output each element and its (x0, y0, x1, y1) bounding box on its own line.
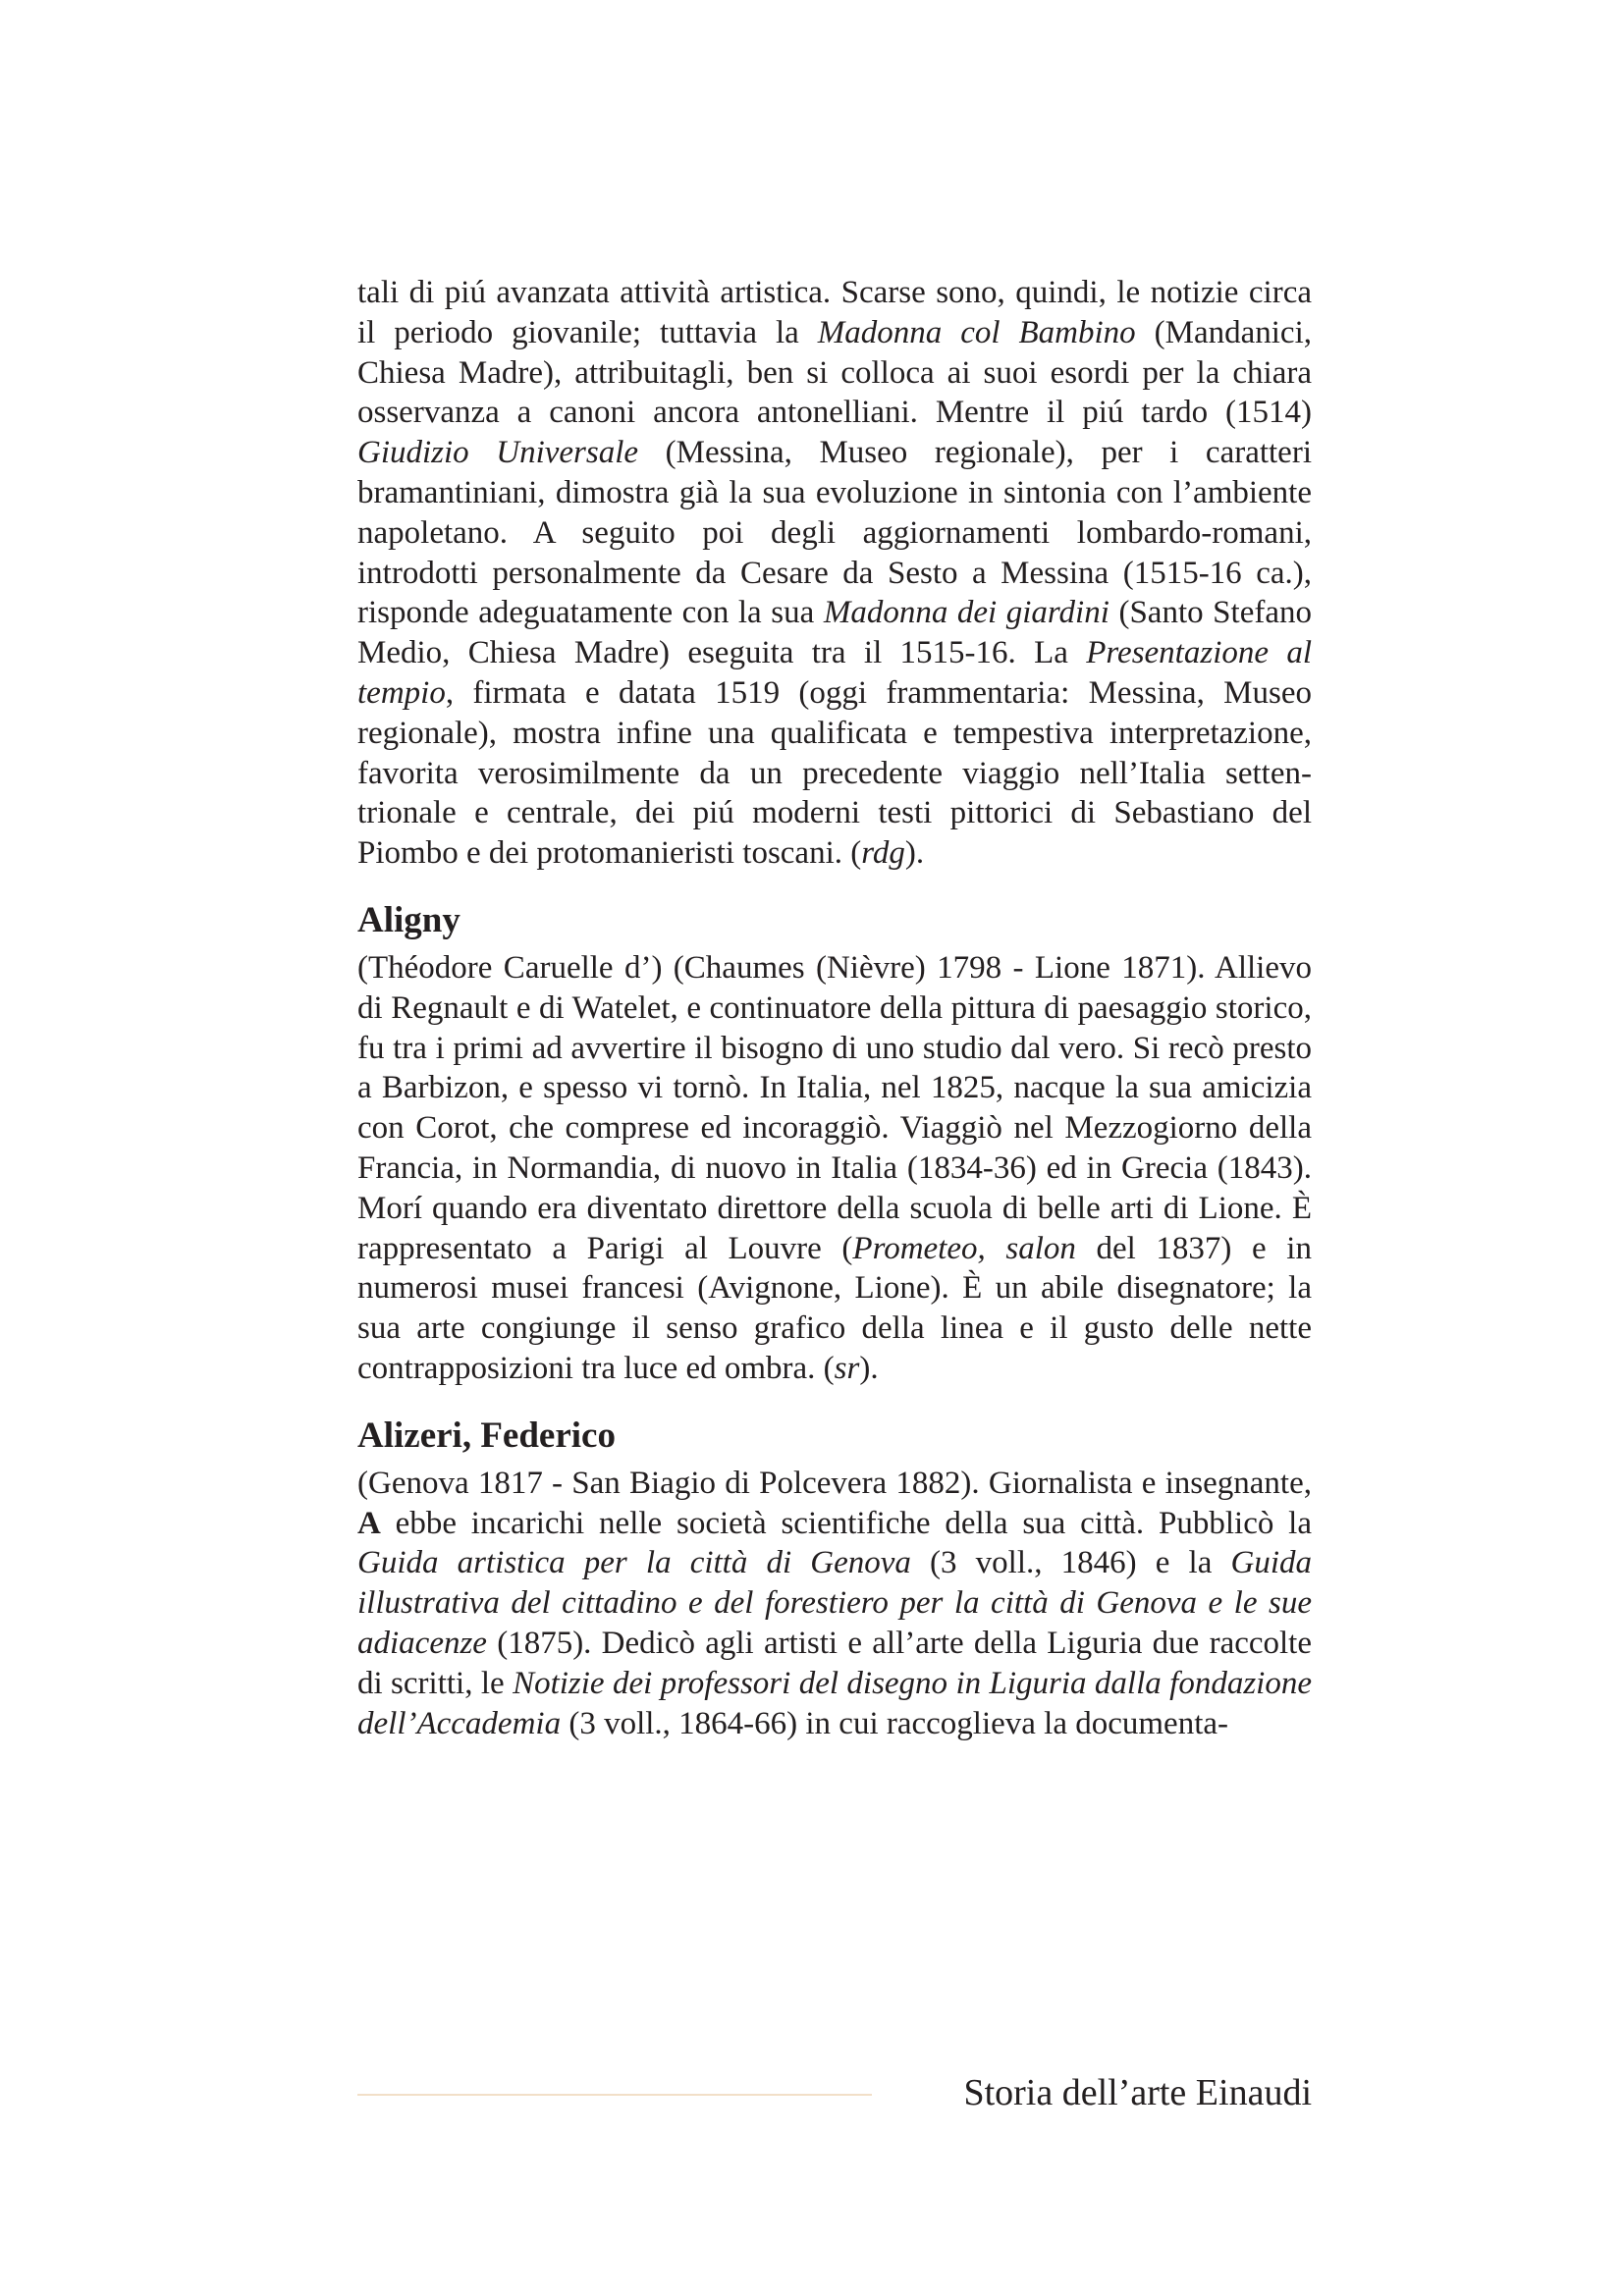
entry-alizeri (357, 1415, 1312, 1744)
page-footer (357, 2067, 1312, 2118)
text-run: (3 voll., 1864-66) in cui raccoglieva la documenta- (561, 1705, 1229, 1741)
entry-aligny (357, 899, 1312, 1389)
italic-run: Guida artistica per la città di Genova (357, 1545, 911, 1581)
entry-heading: Alizeri, Federico (357, 1415, 616, 1456)
italic-run: Guida illustrativa del cittadino e del forestiero per la città di Genova e le sue adiacenze (357, 1545, 1313, 1661)
italic-run: Notizie dei professori del disegno in Liguria dalla fondazione dell’Accademia (357, 1665, 1312, 1741)
bold-run: A (357, 1505, 381, 1541)
entry-heading: Aligny (357, 899, 460, 940)
page-body (357, 273, 1312, 1743)
text-run: (Messina, Museo regionale), per i caratteri bramantiniani, dimostra già la sua evoluzione in sintonia con l’ambiente napoletano. A seguito poi degli aggiornamenti lombardo-romani, introdotti personalmente da Cesare da Sesto a Messina (1515-16 ca.), risponde adeguatamente con la sua (357, 435, 1312, 631)
text-run: (Théodore Caruelle d’) (Chaumes (Nièvre) 1798 - Lione 1871). Allievo di Regnault e di Watelet, e continuatore della pittura di paesaggio storico, fu tra i primi ad avvertire il bisogno di uno studio dal vero. Si recò presto a Barbizon, e spesso vi tornò. In Italia, nel 1825, nacque la sua amicizia con Corot, che comprese ed incoraggiò. Viaggiò nel Mezzogiorno della Francia, in Normandia, di nuovo in Italia (1834-36) ed in Grecia (1843). Morí quando era diventato direttore della scuola di belle arti di Lione. È rappresentato a Parigi al Louvre ( (357, 949, 1312, 1266)
text-run: (Genova 1817 - San Biagio di Polcevera 1882). Giornalista e insegnante, (357, 1465, 1312, 1501)
text-run: ). (859, 1350, 879, 1386)
text-run: (Santo Stefano Medio, Chiesa Madre) eseguita tra il 1515-16. La (357, 595, 1312, 671)
text-run: (3 voll., 1846) e la (910, 1545, 1231, 1581)
text-run: (1875). Dedicò agli artisti e all’arte della Liguria due raccolte di scritti, le (357, 1625, 1312, 1701)
text-run: , firmata e datata 1519 (oggi frammentaria: Messina, Museo regionale), mostra infine una qualificata e tempestiva interpretazione, favorita verosimilmente da un precedente viaggio nell’Italia settentrionale e centrale, dei piú moderni testi pittorici di Sebastiano del Piombo e dei protomanieristi toscani. ( (357, 674, 1312, 872)
italic-run: Madonna dei giardini (823, 595, 1109, 631)
footer-rule (357, 2094, 872, 2096)
italic-run: rdg (861, 835, 905, 872)
italic-run: sr (834, 1350, 860, 1386)
text-run: ebbe incarichi nelle società scientifiche della sua città. Pubblicò la (380, 1505, 1312, 1541)
footer-title: Storia dell’arte Einaudi (963, 2072, 1312, 2113)
text-run: ). (904, 835, 925, 872)
continuation-paragraph (357, 273, 1312, 874)
text-run: del 1837) e in numerosi musei francesi (Avignone, Lione). È un abile disegnatore; la sua arte congiunge il senso grafico della linea e il gusto delle nette contrapposizioni tra luce ed ombra. ( (357, 1230, 1312, 1386)
entry-text (357, 1464, 1312, 1744)
entry-text (357, 948, 1312, 1389)
italic-run: Giudizio Universale (357, 435, 639, 471)
italic-run: Presentazione al tempio (357, 635, 1312, 711)
text-run: (Mandanici, Chiesa Madre), attribuitagli, ben si colloca ai suoi esordi per la chiara osservanza a canoni ancora antonelliani. Mentre il piú tardo (1514) (357, 314, 1312, 431)
italic-run: Madonna col Bambino (817, 314, 1136, 350)
italic-run: Prometeo, salon (852, 1230, 1076, 1266)
text-run: tali di piú avanzata attività artistica. Scarse sono, quindi, le notizie circa il periodo giovanile; tuttavia la (357, 275, 1312, 350)
